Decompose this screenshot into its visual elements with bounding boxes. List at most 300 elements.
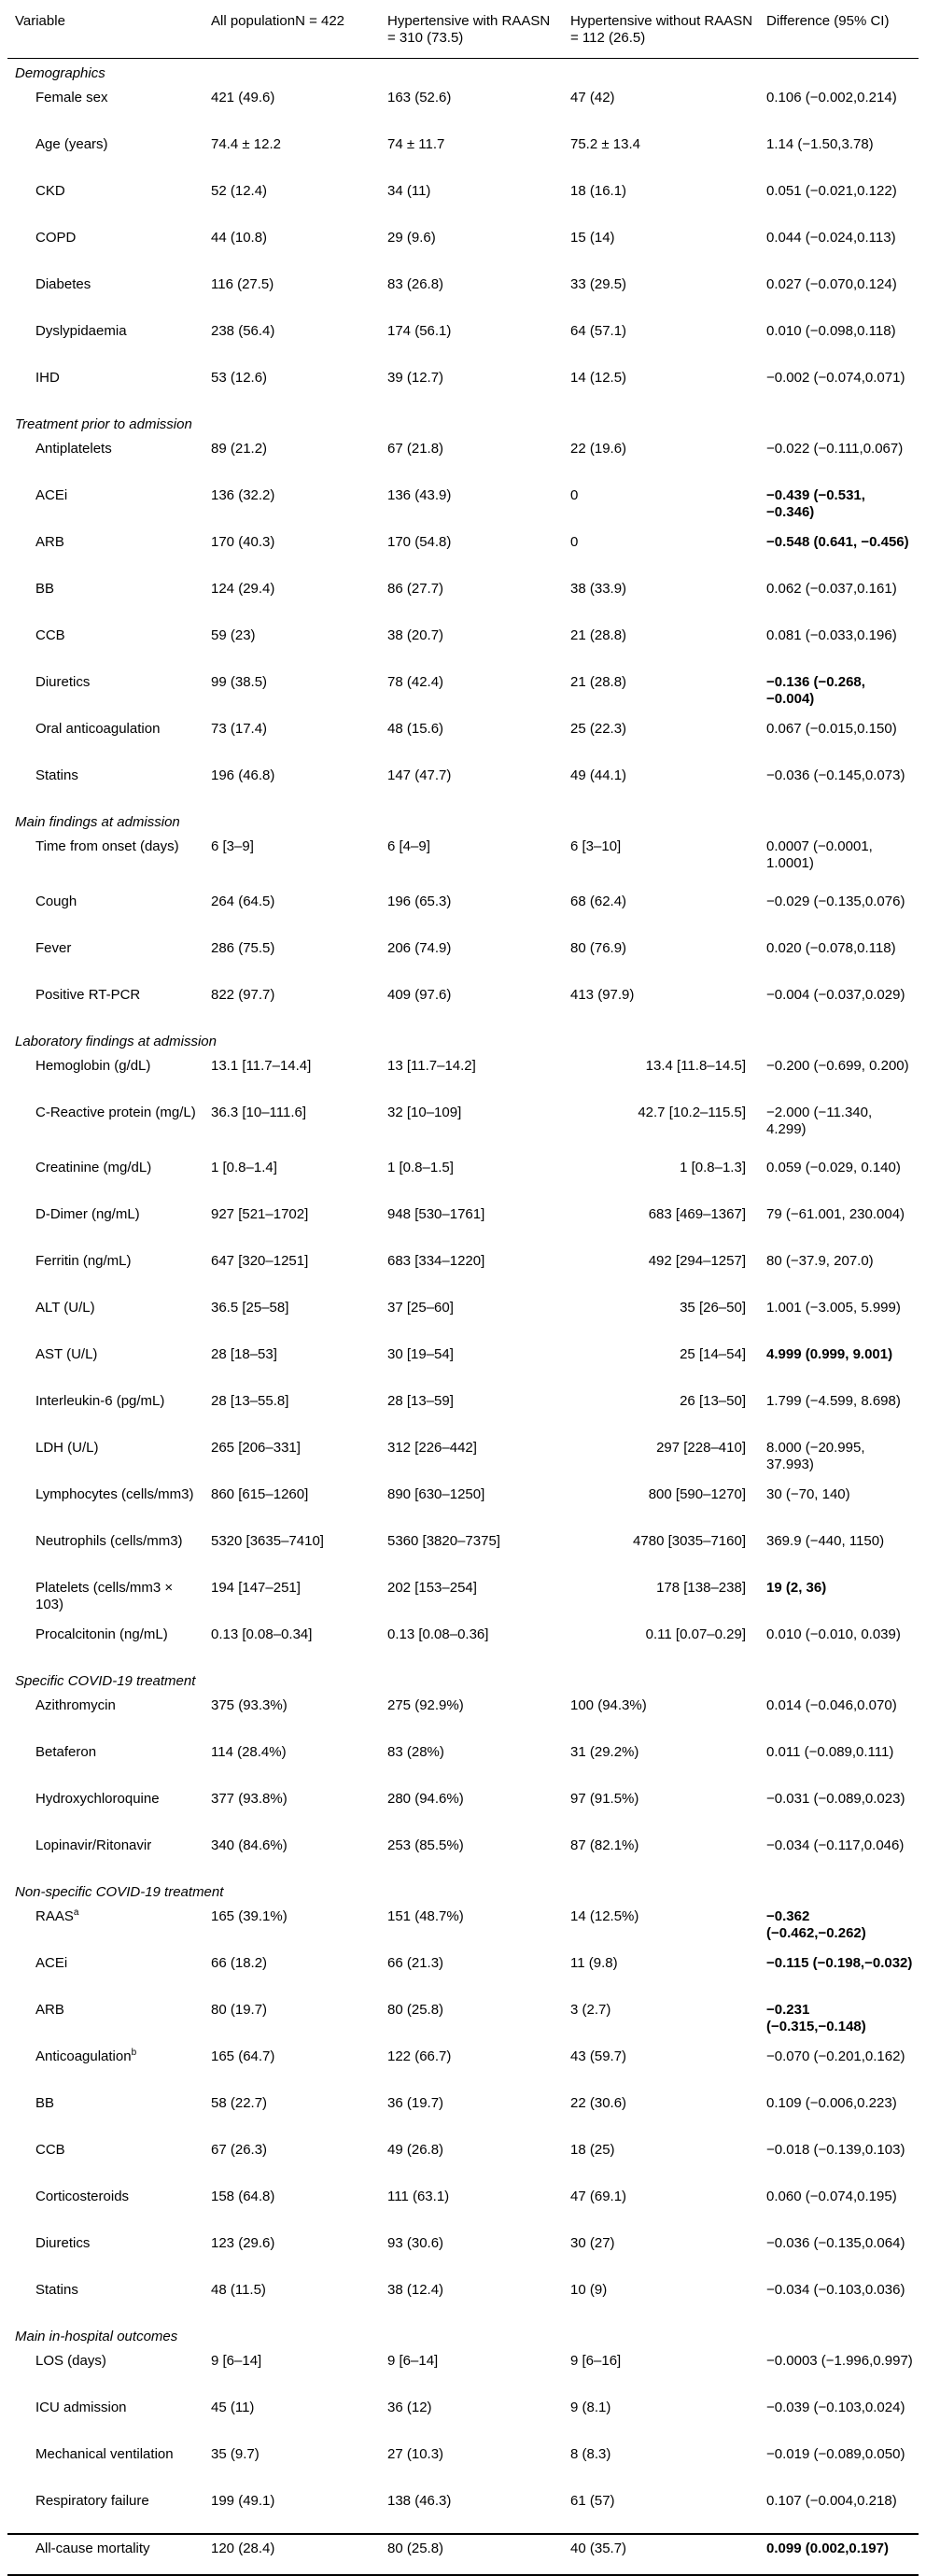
- with-raas-cell: 202 [153–254]: [387, 1580, 477, 1596]
- all-cell: 28 [13–55.8]: [211, 1393, 289, 1409]
- without-raas-cell: 100 (94.3%): [570, 1697, 647, 1713]
- without-raas-cell: 80 (76.9): [570, 940, 627, 956]
- variable-cell: LOS (days): [35, 2353, 106, 2369]
- section-row-demographics: [7, 59, 919, 84]
- all-cell: 35 (9.7): [211, 2446, 260, 2462]
- all-cell: 53 (12.6): [211, 370, 268, 386]
- section-row-nonspecific: [7, 1878, 919, 1902]
- without-raas-cell: 15 (14): [570, 230, 615, 246]
- difference-cell: 0.020 (−0.078,0.118): [766, 940, 896, 956]
- all-cell: 170 (40.3): [211, 534, 275, 550]
- with-raas-cell: 409 (97.6): [387, 987, 452, 1003]
- table-row: [7, 2440, 919, 2486]
- variable-cell: Time from onset (days): [35, 838, 179, 854]
- table-row: [7, 1200, 919, 1246]
- difference-cell: 0.106 (−0.002,0.214): [766, 90, 897, 106]
- section-row-specific: [7, 1667, 919, 1691]
- difference-cell: 0.027 (−0.070,0.124): [766, 276, 897, 292]
- difference-cell: −0.548 (0.641, −0.456): [766, 534, 909, 550]
- with-raas-cell: 74 ± 11.7: [387, 136, 445, 152]
- without-raas-cell: 25 (22.3): [570, 721, 627, 737]
- table-row: [7, 1293, 919, 1340]
- without-raas-cell: 0.11 [0.07–0.29]: [645, 1626, 746, 1642]
- with-raas-cell: 36 (12): [387, 2400, 432, 2415]
- section-row-lab: [7, 1027, 919, 1051]
- table-row: [7, 1949, 919, 1995]
- all-cell: 59 (23): [211, 627, 256, 643]
- variable-cell: Cough: [35, 894, 77, 909]
- difference-cell: 0.0007 (−0.0001, 1.0001): [766, 838, 873, 871]
- difference-cell: 0.010 (−0.010, 0.039): [766, 1626, 901, 1642]
- without-raas-cell: 25 [14–54]: [680, 1346, 746, 1362]
- without-raas-cell: 75.2 ± 13.4: [570, 136, 640, 152]
- footnote-mark: a: [73, 1907, 79, 1918]
- with-raas-cell: 174 (56.1): [387, 323, 452, 339]
- without-raas-cell: 14 (12.5%): [570, 1908, 639, 1924]
- variable-cell: Neutrophils (cells/mm3): [35, 1533, 183, 1549]
- difference-cell: 79 (−61.001, 230.004): [766, 1206, 905, 1222]
- without-raas-cell: 47 (42): [570, 90, 615, 106]
- all-cell: 860 [615–1260]: [211, 1486, 309, 1502]
- variable-cell: LDH (U/L): [35, 1440, 99, 1456]
- variable-cell: Antiplatelets: [35, 441, 112, 457]
- with-raas-cell: 275 (92.9%): [387, 1697, 464, 1713]
- table-row: [7, 1784, 919, 1831]
- variable-cell: CKD: [35, 183, 65, 199]
- table-row: [7, 2182, 919, 2229]
- all-cell: 89 (21.2): [211, 441, 268, 457]
- difference-cell: −0.036 (−0.135,0.064): [766, 2235, 905, 2251]
- with-raas-cell: 138 (46.3): [387, 2493, 452, 2509]
- variable-cell: Diuretics: [35, 674, 91, 690]
- table-row: [7, 434, 919, 481]
- with-raas-cell: 13 [11.7–14.2]: [387, 1058, 476, 1074]
- table-row: [7, 1340, 919, 1387]
- difference-cell: 0.011 (−0.089,0.111): [766, 1744, 894, 1760]
- table-row: [7, 2229, 919, 2275]
- variable-cell: Positive RT-PCR: [35, 987, 141, 1003]
- with-raas-cell: 0.13 [0.08–0.36]: [387, 1626, 489, 1642]
- variable-cell: [7, 1902, 203, 1949]
- without-raas-cell: 40 (35.7): [563, 2534, 759, 2575]
- section-title: Main findings at admission: [15, 814, 180, 830]
- all-cell: 73 (17.4): [211, 721, 268, 737]
- all-cell: 265 [206–331]: [211, 1440, 301, 1456]
- variable-cell: Mechanical ventilation: [35, 2446, 174, 2462]
- with-raas-cell: 948 [530–1761]: [387, 1206, 485, 1222]
- table-row: [7, 1573, 919, 1620]
- all-cell: 136 (32.2): [211, 487, 275, 503]
- all-cell: 28 [18–53]: [211, 1346, 277, 1362]
- table-row: [7, 2275, 919, 2322]
- all-cell: 421 (49.6): [211, 90, 275, 106]
- table-row: [7, 980, 919, 1027]
- difference-cell: −0.018 (−0.139,0.103): [766, 2142, 905, 2158]
- without-raas-cell: 6 [3–10]: [570, 838, 622, 854]
- table-row: [7, 83, 919, 130]
- difference-cell: −0.034 (−0.117,0.046): [766, 1837, 905, 1853]
- all-cell: 36.3 [10–111.6]: [211, 1105, 307, 1120]
- difference-cell: −0.036 (−0.145,0.073): [766, 767, 905, 783]
- footnote-mark: b: [131, 2048, 137, 2058]
- variable-cell: Ferritin (ng/mL): [35, 1253, 132, 1269]
- table-row: [7, 176, 919, 223]
- with-raas-cell: 32 [10–109]: [387, 1105, 462, 1120]
- all-cell: 48 (11.5): [211, 2282, 266, 2298]
- all-cell: 822 (97.7): [211, 987, 275, 1003]
- table-row: [7, 1831, 919, 1878]
- difference-cell: −0.034 (−0.103,0.036): [766, 2282, 905, 2298]
- without-raas-cell: 31 (29.2%): [570, 1744, 639, 1760]
- with-raas-cell: 206 (74.9): [387, 940, 452, 956]
- with-raas-cell: 78 (42.4): [387, 674, 444, 690]
- all-cell: 377 (93.8%): [211, 1791, 288, 1807]
- difference-cell: −0.362 (−0.462,−0.262): [766, 1908, 866, 1941]
- variable-cell: Azithromycin: [35, 1697, 116, 1713]
- without-raas-cell: 413 (97.9): [570, 987, 635, 1003]
- table-row: [7, 1246, 919, 1293]
- difference-cell: 30 (−70, 140): [766, 1486, 850, 1502]
- table-row: [7, 363, 919, 410]
- all-cell: 13.1 [11.7–14.4]: [211, 1058, 312, 1074]
- all-cell: 36.5 [25–58]: [211, 1300, 289, 1316]
- with-raas-cell: 280 (94.6%): [387, 1791, 464, 1807]
- difference-cell: 0.059 (−0.029, 0.140): [766, 1160, 901, 1175]
- without-raas-cell: 0: [570, 487, 579, 503]
- table-row: [7, 934, 919, 980]
- table-row: [7, 668, 919, 714]
- difference-cell: −0.136 (−0.268, −0.004): [766, 674, 865, 707]
- table-row: [7, 2486, 919, 2534]
- all-cell: 194 [147–251]: [211, 1580, 301, 1596]
- table-row: [7, 528, 919, 574]
- all-cell: 9 [6–14]: [211, 2353, 262, 2369]
- all-cell: 80 (19.7): [211, 2002, 268, 2018]
- without-raas-cell: 42.7 [10.2–115.5]: [638, 1105, 746, 1120]
- without-raas-cell: 297 [228–410]: [656, 1440, 746, 1456]
- without-raas-cell: 683 [469–1367]: [648, 1206, 746, 1222]
- all-cell: 286 (75.5): [211, 940, 275, 956]
- difference-cell: 1.001 (−3.005, 5.999): [766, 1300, 901, 1316]
- variable-cell: BB: [35, 2095, 55, 2111]
- difference-cell: 8.000 (−20.995, 37.993): [766, 1440, 865, 1472]
- without-raas-cell: 800 [590–1270]: [648, 1486, 746, 1502]
- without-raas-cell: 22 (19.6): [570, 441, 627, 457]
- all-cell: 165 (39.1%): [211, 1908, 288, 1924]
- all-cell: 123 (29.6): [211, 2235, 275, 2251]
- difference-cell: −0.231 (−0.315,−0.148): [766, 2002, 866, 2034]
- table-row: [7, 1387, 919, 1433]
- without-raas-cell: 13.4 [11.8–14.5]: [645, 1058, 746, 1074]
- table-row: [7, 2135, 919, 2182]
- with-raas-cell: 5360 [3820–7375]: [387, 1533, 500, 1549]
- difference-cell: −0.002 (−0.074,0.071): [766, 370, 905, 386]
- difference-cell: −0.022 (−0.111,0.067): [766, 441, 904, 457]
- table-row: [7, 317, 919, 363]
- with-raas-cell: 37 [25–60]: [387, 1300, 454, 1316]
- difference-cell: 4.999 (0.999, 9.001): [766, 1346, 893, 1362]
- table-row: [7, 1153, 919, 1200]
- all-cell: 0.13 [0.08–0.34]: [211, 1626, 313, 1642]
- variable-cell: ICU admission: [35, 2400, 127, 2415]
- all-cell: 6 [3–9]: [211, 838, 254, 854]
- all-cell: 196 (46.8): [211, 767, 275, 783]
- variable-cell: All-cause mortality: [7, 2534, 203, 2575]
- without-raas-cell: 97 (91.5%): [570, 1791, 639, 1807]
- with-raas-cell: 9 [6–14]: [387, 2353, 439, 2369]
- variable-cell: Hydroxychloroquine: [35, 1791, 160, 1807]
- variable-label: Anticoagulation: [35, 2048, 132, 2064]
- without-raas-cell: 3 (2.7): [570, 2002, 611, 2018]
- table-row: [7, 714, 919, 761]
- variable-cell: Statins: [35, 2282, 78, 2298]
- without-raas-cell: 49 (44.1): [570, 767, 627, 783]
- difference-cell: 0.062 (−0.037,0.161): [766, 581, 897, 597]
- all-cell: 114 (28.4%): [211, 1744, 287, 1760]
- with-raas-cell: 28 [13–59]: [387, 1393, 454, 1409]
- mortality-row: [7, 2534, 919, 2575]
- difference-cell: −0.029 (−0.135,0.076): [766, 894, 905, 909]
- with-raas-cell: 136 (43.9): [387, 487, 452, 503]
- variable-cell: Lymphocytes (cells/mm3): [35, 1486, 194, 1502]
- table-row: [7, 1480, 919, 1527]
- table-row: [7, 621, 919, 668]
- all-cell: 264 (64.5): [211, 894, 275, 909]
- variable-cell: Female sex: [35, 90, 108, 106]
- all-cell: 52 (12.4): [211, 183, 268, 199]
- variable-cell: ARB: [35, 2002, 64, 2018]
- with-raas-cell: 147 (47.7): [387, 767, 452, 783]
- without-raas-cell: 21 (28.8): [570, 674, 627, 690]
- section-title: Non-specific COVID-19 treatment: [15, 1884, 224, 1900]
- variable-cell: AST (U/L): [35, 1346, 98, 1362]
- with-raas-cell: 170 (54.8): [387, 534, 452, 550]
- with-raas-cell: 111 (63.1): [387, 2189, 450, 2204]
- without-raas-cell: 492 [294–1257]: [648, 1253, 746, 1269]
- with-raas-cell: 86 (27.7): [387, 581, 444, 597]
- with-raas-cell: 1 [0.8–1.5]: [387, 1160, 454, 1175]
- variable-label: RAAS: [35, 1908, 74, 1924]
- all-cell: 165 (64.7): [211, 2048, 275, 2064]
- all-cell: 375 (93.3%): [211, 1697, 288, 1713]
- difference-cell: 0.067 (−0.015,0.150): [766, 721, 897, 737]
- without-raas-cell: 9 (8.1): [570, 2400, 611, 2415]
- variable-cell: Interleukin-6 (pg/mL): [35, 1393, 165, 1409]
- header-all-population: All populationN = 422: [203, 0, 380, 59]
- table-row: [7, 1691, 919, 1738]
- with-raas-cell: 36 (19.7): [387, 2095, 444, 2111]
- with-raas-cell: 6 [4–9]: [387, 838, 430, 854]
- difference-cell: 0.010 (−0.098,0.118): [766, 323, 896, 339]
- without-raas-cell: 0: [570, 534, 579, 550]
- with-raas-cell: 48 (15.6): [387, 721, 444, 737]
- table-row: [7, 1902, 919, 1949]
- variable-cell: Fever: [35, 940, 72, 956]
- variable-cell: Platelets (cells/mm3 × 103): [35, 1580, 174, 1612]
- variable-cell: Respiratory failure: [35, 2493, 149, 2509]
- table-row: [7, 1433, 919, 1480]
- variable-cell: Age (years): [35, 136, 108, 152]
- table-row: [7, 130, 919, 176]
- table-row: [7, 887, 919, 934]
- variable-cell: Creatinine (mg/dL): [35, 1160, 152, 1175]
- difference-cell: −2.000 (−11.340, 4.299): [766, 1105, 873, 1137]
- table-row: [7, 270, 919, 317]
- without-raas-cell: 26 [13–50]: [680, 1393, 746, 1409]
- without-raas-cell: 87 (82.1%): [570, 1837, 639, 1853]
- table-row: [7, 2042, 919, 2089]
- header-with-raas: Hypertensive with RAASN = 310 (73.5): [380, 0, 563, 59]
- variable-cell: ACEi: [35, 1955, 68, 1971]
- all-cell: 927 [521–1702]: [211, 1206, 309, 1222]
- all-cell: 158 (64.8): [211, 2189, 275, 2204]
- with-raas-cell: 80 (25.8): [380, 2534, 563, 2575]
- without-raas-cell: 4780 [3035–7160]: [633, 1533, 746, 1549]
- section-title: Specific COVID-19 treatment: [15, 1673, 196, 1689]
- difference-cell: −0.115 (−0.198,−0.032): [766, 1955, 913, 1971]
- table-row: [7, 2393, 919, 2440]
- without-raas-cell: 21 (28.8): [570, 627, 627, 643]
- variable-cell: Procalcitonin (ng/mL): [35, 1626, 168, 1642]
- variable-cell: Hemoglobin (g/dL): [35, 1058, 151, 1074]
- variable-cell: ACEi: [35, 487, 68, 503]
- table-row: [7, 832, 919, 887]
- difference-cell: 80 (−37.9, 207.0): [766, 1253, 874, 1269]
- table-row: [7, 761, 919, 808]
- table-body: [7, 59, 919, 2576]
- variable-cell: IHD: [35, 370, 60, 386]
- variable-cell: CCB: [35, 2142, 65, 2158]
- all-cell: 5320 [3635–7410]: [211, 1533, 324, 1549]
- with-raas-cell: 80 (25.8): [387, 2002, 444, 2018]
- with-raas-cell: 196 (65.3): [387, 894, 452, 909]
- without-raas-cell: 1 [0.8–1.3]: [680, 1160, 746, 1175]
- difference-cell: 0.051 (−0.021,0.122): [766, 183, 897, 199]
- difference-cell: 0.109 (−0.006,0.223): [766, 2095, 897, 2111]
- with-raas-cell: 151 (48.7%): [387, 1908, 464, 1924]
- without-raas-cell: 14 (12.5): [570, 370, 627, 386]
- without-raas-cell: 9 [6–16]: [570, 2353, 622, 2369]
- without-raas-cell: 33 (29.5): [570, 276, 627, 292]
- all-cell: 99 (38.5): [211, 674, 268, 690]
- without-raas-cell: 35 [26–50]: [680, 1300, 746, 1316]
- difference-cell: 1.14 (−1.50,3.78): [766, 136, 874, 152]
- all-cell: 58 (22.7): [211, 2095, 268, 2111]
- variable-cell: Betaferon: [35, 1744, 97, 1760]
- table-header: [7, 0, 919, 59]
- without-raas-cell: 38 (33.9): [570, 581, 627, 597]
- variable-cell: COPD: [35, 230, 77, 246]
- without-raas-cell: 30 (27): [570, 2235, 615, 2251]
- difference-cell: −0.200 (−0.699, 0.200): [766, 1058, 909, 1074]
- difference-cell: 0.107 (−0.004,0.218): [766, 2493, 897, 2509]
- difference-cell: −0.039 (−0.103,0.024): [766, 2400, 905, 2415]
- variable-cell: Diabetes: [35, 276, 91, 292]
- with-raas-cell: 683 [334–1220]: [387, 1253, 485, 1269]
- results-table: [7, 0, 919, 2576]
- difference-cell: 0.014 (−0.046,0.070): [766, 1697, 897, 1713]
- with-raas-cell: 66 (21.3): [387, 1955, 444, 1971]
- difference-cell: 0.099 (0.002,0.197): [759, 2534, 919, 2575]
- without-raas-cell: 47 (69.1): [570, 2189, 627, 2204]
- all-cell: 67 (26.3): [211, 2142, 268, 2158]
- all-cell: 647 [320–1251]: [211, 1253, 309, 1269]
- with-raas-cell: 49 (26.8): [387, 2142, 444, 2158]
- difference-cell: 0.081 (−0.033,0.196): [766, 627, 897, 643]
- difference-cell: 19 (2, 36): [766, 1580, 827, 1596]
- variable-cell: CCB: [35, 627, 65, 643]
- difference-cell: −0.0003 (−1.996,0.997): [766, 2353, 913, 2369]
- difference-cell: −0.019 (−0.089,0.050): [766, 2446, 905, 2462]
- all-cell: 238 (56.4): [211, 323, 275, 339]
- without-raas-cell: 43 (59.7): [570, 2048, 627, 2064]
- header-difference: Difference (95% CI): [759, 0, 919, 59]
- all-cell: 44 (10.8): [211, 230, 268, 246]
- variable-cell: D-Dimer (ng/mL): [35, 1206, 140, 1222]
- with-raas-cell: 29 (9.6): [387, 230, 436, 246]
- difference-cell: 0.060 (−0.074,0.195): [766, 2189, 897, 2204]
- section-title: Demographics: [15, 65, 105, 81]
- with-raas-cell: 27 (10.3): [387, 2446, 444, 2462]
- with-raas-cell: 83 (26.8): [387, 276, 444, 292]
- with-raas-cell: 38 (20.7): [387, 627, 444, 643]
- table-row: [7, 1098, 919, 1153]
- section-row-findings: [7, 808, 919, 832]
- variable-cell: Lopinavir/Ritonavir: [35, 1837, 152, 1853]
- without-raas-cell: 11 (9.8): [570, 1955, 618, 1971]
- table-row: [7, 2089, 919, 2135]
- variable-cell: C-Reactive protein (mg/L): [35, 1105, 196, 1120]
- with-raas-cell: 30 [19–54]: [387, 1346, 454, 1362]
- variable-cell: BB: [35, 581, 55, 597]
- without-raas-cell: 18 (25): [570, 2142, 615, 2158]
- variable-cell: Dyslypidaemia: [35, 323, 127, 339]
- difference-cell: −0.004 (−0.037,0.029): [766, 987, 905, 1003]
- variable-cell: [7, 2042, 203, 2089]
- header-without-raas: Hypertensive without RAASN = 112 (26.5): [563, 0, 759, 59]
- table-row: [7, 223, 919, 270]
- table-row: [7, 1527, 919, 1573]
- without-raas-cell: 22 (30.6): [570, 2095, 627, 2111]
- difference-cell: 369.9 (−440, 1150): [766, 1533, 885, 1549]
- section-title: Treatment prior to admission: [15, 416, 192, 432]
- section-row-outcomes: [7, 2322, 919, 2346]
- header-variable: Variable: [7, 0, 203, 59]
- table-row: [7, 1738, 919, 1784]
- all-cell: 340 (84.6%): [211, 1837, 288, 1853]
- difference-cell: 0.044 (−0.024,0.113): [766, 230, 896, 246]
- without-raas-cell: 8 (8.3): [570, 2446, 611, 2462]
- all-cell: 124 (29.4): [211, 581, 275, 597]
- table-row: [7, 481, 919, 528]
- all-cell: 1 [0.8–1.4]: [211, 1160, 277, 1175]
- variable-cell: ALT (U/L): [35, 1300, 95, 1316]
- table-row: [7, 1620, 919, 1667]
- difference-cell: −0.070 (−0.201,0.162): [766, 2048, 905, 2064]
- without-raas-cell: 64 (57.1): [570, 323, 627, 339]
- variable-cell: Oral anticoagulation: [35, 721, 161, 737]
- without-raas-cell: 10 (9): [570, 2282, 608, 2298]
- difference-cell: −0.031 (−0.089,0.023): [766, 1791, 905, 1807]
- with-raas-cell: 253 (85.5%): [387, 1837, 464, 1853]
- section-row-prior: [7, 410, 919, 434]
- variable-cell: Diuretics: [35, 2235, 91, 2251]
- without-raas-cell: 178 [138–238]: [656, 1580, 746, 1596]
- with-raas-cell: 93 (30.6): [387, 2235, 444, 2251]
- all-cell: 120 (28.4): [203, 2534, 380, 2575]
- table-row: [7, 1995, 919, 2042]
- section-title: Main in-hospital outcomes: [15, 2329, 178, 2344]
